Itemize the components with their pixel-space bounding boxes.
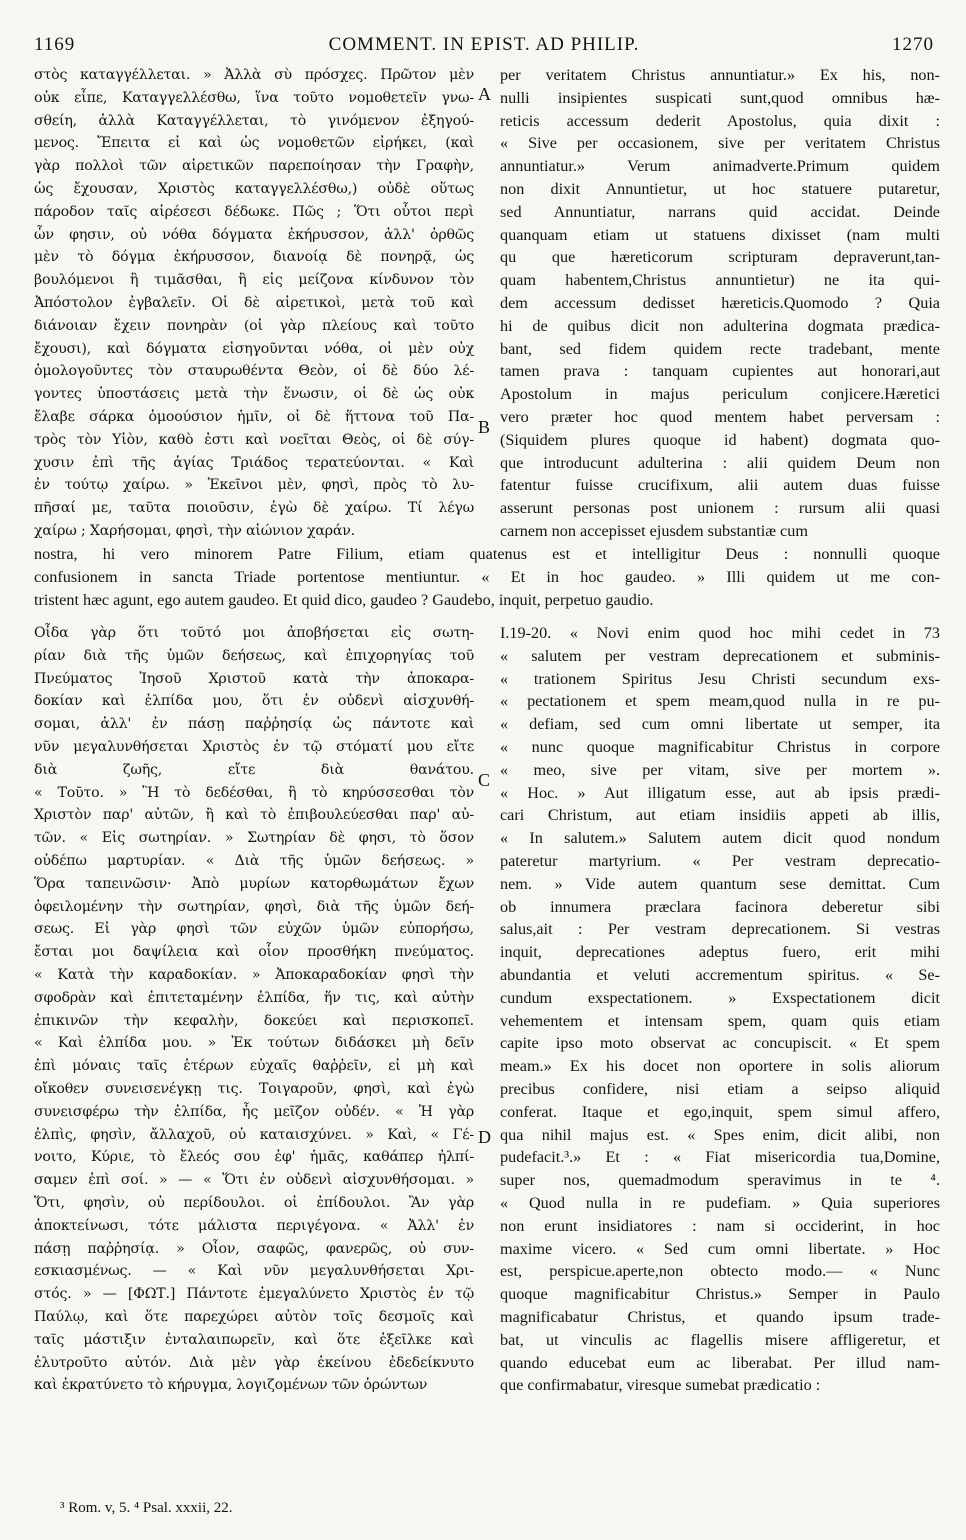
latin-text-line: vero præter hoc quod mentem habet perversam : <box>500 407 940 426</box>
latin-text-line: bant, sed fidem quidem recte tradebant, mente <box>500 339 940 358</box>
latin-text-line: fatentur fuisse crucifixum, alii autem duas fuisse <box>500 476 940 495</box>
greek-text-line: μὲν τὸ δόγμα ἐκήρυσσον, διανοίᾳ δὲ πονηρᾷ, ὡς <box>34 249 474 266</box>
latin-text-line: super nos, quemadmodum speravimus in te ⁴. <box>500 1171 940 1190</box>
greek-text-line: Ὅτι, φησὶν, οὐ περίδουλοι. οἱ ἐπίδουλοι. Ἂν γὰρ <box>34 1194 474 1211</box>
latin-text-line: quoque magnificabitur Christus.» Semper in Paulo <box>500 1285 940 1304</box>
footnote: ³ Rom. v, 5. ⁴ Psal. xxxii, 22. <box>60 1500 233 1516</box>
latin-text-line: « meo, sive per vitam, sive per mortem ». <box>500 760 940 779</box>
latin-text-line: sed Annuntiatur, narrans quid accidat. Deinde <box>500 202 940 221</box>
latin-text-line: vehementem et intensam spem, quam quis etiam <box>500 1011 940 1030</box>
page-number-left: 1169 <box>34 34 76 55</box>
greek-text-line: σομαι, ἀλλ' ἐν πάσῃ παῤῥησίᾳ ὡς πάντοτε καὶ <box>34 716 474 733</box>
section-marker-a: A <box>478 84 491 104</box>
greek-text-line: ὁμολογοῦντες τὸν σταυρωθέντα Θεὸν, οἱ δὲ δύο λέ- <box>34 363 474 380</box>
greek-text-line: οὐκ εἶπε, Καταγγελλέσθω, ἵνα τοῦτο νομοθετεῖν γνω- <box>34 89 474 106</box>
greek-text-line: ἐπὶ μόναις ταῖς ἑτέρων εὐχαῖς θαῤῥεῖν, εἰ μὴ καὶ <box>34 1058 474 1075</box>
running-title: COMMENT. IN EPIST. AD PHILIP. <box>328 34 640 55</box>
greek-text-line: « Τοῦτο. » Ἢ τὸ δεδέσθαι, ἢ τὸ κηρύσσεσθαι τὸν <box>34 784 474 801</box>
latin-text-line: carnem non accepisset ejusdem substantiæ cum <box>500 521 808 540</box>
greek-text-line: δοκίαν καὶ ἐλπίδα μου, ὅτι ἐν οὐδενὶ αἰσχυνθή- <box>34 693 474 710</box>
greek-column-top <box>34 64 474 543</box>
greek-text-line: σεως. Εἰ γὰρ φησὶ τῶν εὐχῶν ὑμῶν εὐπορήσω, <box>34 921 474 938</box>
greek-text-line: καὶ ἐκρατύνετο τὸ κήρυγμα, λογιζομένων τῶν ὁρώντων <box>34 1377 428 1394</box>
greek-text-line: γοντες ὑποστάσεις μετὰ τὴν ἕνωσιν, οἱ δὲ ὡς οὐκ <box>34 386 474 403</box>
latin-text-line: quanquam etiam ut statuens dixisset (nam multi <box>500 225 940 244</box>
greek-text-line: σφοδρὰν καὶ ἐπιτεταμένην ἐλπίδα, ἥν τις, καὶ αὐτὴν <box>34 989 474 1006</box>
latin-text-line: quando educebat eum ac liberabat. Per illud nam- <box>500 1353 940 1372</box>
greek-text-line: νῦν μεγαλυνθήσεται Χριστὸς ἐν τῷ στόματί μου εἴτε <box>34 738 474 755</box>
latin-text-line: « trationem Spiritus Jesu Christi secundum exs- <box>500 669 940 688</box>
greek-text-line: τῶν. « Εἰς σωτηρίαν. » Σωτηρίαν δὲ φησι, τὸ ὅσον <box>34 830 474 847</box>
greek-text-line: πάσῃ παῤῥησίᾳ. » Οἷον, σαφῶς, φανερῶς, οὐ συν- <box>34 1240 474 1257</box>
latin-text-line: reticis accessum dederit Apostolus, quia dixit : <box>500 111 940 130</box>
greek-text-line: ὡς ἔχουσαν, Χριστὸς καταγγελλέσθω,) οὐδὲ οὕτως <box>34 180 474 197</box>
full-width-latin-block <box>34 543 940 611</box>
latin-text-line: « Sive per occasionem, sive per veritatem Christus <box>500 134 940 153</box>
latin-text-line: pateretur martyrium. « Per vestram deprecatio- <box>500 851 940 870</box>
latin-text-line: « nunc quoque magnificabitur Christus in corpore <box>500 737 940 756</box>
greek-text-line: « Κατὰ τὴν καραδοκίαν. » Ἀποκαραδοκίαν φησὶ τὴν <box>34 966 474 983</box>
greek-text-line: ἐπικινῶν τὴν κεφαλὴν, δοκεύει καὶ περισκοπεῖ. <box>34 1012 474 1029</box>
latin-text-line: I.19-20. « Novi enim quod hoc mihi cedet in 73 <box>500 624 940 642</box>
greek-text-line: νοιτο, Κύριε, τὸ ἔλεός σου ἐφ' ἡμᾶς, καθάπερ ἠλπί- <box>34 1149 474 1166</box>
greek-text-line: στὸς καταγγέλλεται. » Ἀλλὰ σὺ πρόσχες. Πρῶτον μὲν <box>34 67 474 83</box>
latin-text-line: quam habentem,Christus annuntietur) ne ita qui- <box>500 271 940 290</box>
greek-text-line: διάνοιαν ἔχειν πονηρὰν (οἱ γὰρ πλείους καὶ τοῦτο <box>34 317 474 334</box>
latin-text-line: qua nihil majus est. « Spes enim, dicit alibi, non <box>500 1125 940 1144</box>
page-number-right: 1270 <box>892 34 934 55</box>
latin-text-line: pudefacit.³.» Et : « Fiat misericordia tua,Domine, <box>500 1148 940 1167</box>
full-width-text-line: confusionem in sancta Triade portentose mentiuntur. « Et in hoc gaudeo. » Illi quidem ut me con- <box>34 567 940 586</box>
full-width-text-line: nostra, hi vero minorem Patre Filium, etiam quatenus est et intelligitur Deus : nonnulli quoque <box>34 545 940 563</box>
full-width-text-line: tristent hæc agunt, ego autem gaudeo. Et quid dico, gaudeo ? Gaudebo, inquit, perpetuo gaudio. <box>34 590 654 609</box>
greek-text-line: σθείη, ἀλλὰ Καταγγέλλεται, τὸ γινόμενον ἐξηγού- <box>34 112 474 129</box>
latin-text-line: nem. » Vide autem quantum sese demittat. Cum <box>500 874 940 893</box>
latin-text-line: capite ipso moto observat ac concupiscit. « Et spem <box>500 1034 940 1053</box>
greek-text-line: ἐλπὶς, φησὶν, ἄλλαχοῦ, οὐ καταισχύνει. » Καὶ, « Γέ- <box>34 1126 474 1143</box>
latin-text-line: cundum exspectationem. » Exspectationem dicit <box>500 988 940 1007</box>
latin-text-line: non dixit Annuntietur, ut hoc statuere putaretur, <box>500 179 940 198</box>
latin-text-line: cari Christum, aut etiam insidiis appeti ab illis, <box>500 806 940 825</box>
greek-text-line: συνεισφέρω τὴν ἐλπίδα, ἧς μεῖζον οὐδέν. « Ἡ γὰρ <box>34 1103 474 1120</box>
greek-text-line: Ὅρα ταπεινῶσιν· Ἀπὸ μυρίων κατορθωμάτων ἔχων <box>34 875 474 892</box>
latin-text-line: que confirmabatur, viresque sumebat prædicatio : <box>500 1376 821 1395</box>
greek-text-line: πάροδον ταῖς αἱρέσεσι δέδωκε. Πῶς ; Ὅτι οὗτοι περὶ <box>34 203 474 220</box>
latin-column-top <box>500 64 940 543</box>
latin-text-line: est, perspicue.aperte,non obtecto modo.— « Nunc <box>500 1262 940 1281</box>
greek-text-line: διὰ ζωῆς, εἴτε διὰ θανάτου. <box>34 761 474 778</box>
greek-text-line: ὀφειλομένην τὴν σωτηρίαν, φησὶ, διὰ τῆς ὑμῶν δεή- <box>34 898 474 915</box>
latin-text-line: Apostolum in majus periculum conjicere.Hæretici <box>500 385 940 404</box>
greek-text-line: τρὸς τὸν Υἱὸν, καθὸ ἐστι καὶ νοεῖται Θεὸς, οἱ δὲ σύγ- <box>34 431 474 448</box>
greek-text-line: ἔλαβε σάρκα ὁμοούσιον ἡμῖν, οἱ δὲ ἥττονα τοῦ Πα- <box>34 408 474 425</box>
greek-text-line: χυσιν ἐπὶ τῆς ἁγίας Τριάδος τερατεύονται. « Καὶ <box>34 454 474 471</box>
latin-text-line: hi de quibus dicit non adulterina dogmata prædica- <box>500 316 940 335</box>
greek-text-line: μενος. Ἔπειτα εἰ καὶ ὡς νομοθετῶν εἰρήκει, (καὶ <box>34 135 474 152</box>
section-marker-c: C <box>478 770 491 790</box>
latin-text-line: nulli insipientes suspicati sunt,quod omnibus hæ- <box>500 88 940 107</box>
latin-text-line: annuntiatur.» Verum animadverte.Primum quidem <box>500 157 940 176</box>
greek-text-line: οἴκοθεν συνεισενέγκῃ τις. Τοιγαροῦν, φησὶ, καὶ ἐγὼ <box>34 1080 474 1097</box>
latin-text-line: « In salutem.» Salutem autem dicit quod nondum <box>500 829 940 848</box>
latin-text-line: qu que hæreticorum scripturam depraverunt,tan- <box>500 248 940 267</box>
latin-text-line: asserunt personas post unionem : rursum alii quasi <box>500 499 940 518</box>
greek-text-line: γὰρ πολλοὶ τῶν αἱρετικῶν παρεποίησαν τὴν Γραφὴν, <box>34 158 474 175</box>
latin-text-line: precibus confidere, nisi etiam a seipso aliquid <box>500 1079 940 1098</box>
latin-text-line: dem accessum dedisset hæreticis.Quomodo ? Quia <box>500 293 940 312</box>
greek-text-line: χαίρω ; Χαρήσομαι, φησὶ, τὴν αἰώνιον χαράν. <box>34 522 355 539</box>
greek-text-line: Ἀπόστολον ἐγβαλεῖν. Οἱ δὲ αἱρετικοὶ, μετὰ τοῦ καὶ <box>34 294 474 311</box>
greek-text-line: ἐλυτροῦτο αὐτόν. Διὰ μὲν γὰρ ἐκείνου ἐδεδείκνυτο <box>34 1354 474 1371</box>
latin-text-line: magnificabatur Christus, et quando ipsum trade- <box>500 1307 940 1326</box>
greek-column-bottom <box>34 622 474 1397</box>
latin-text-line: « salutem per vestram deprecationem et subminis- <box>500 646 940 665</box>
greek-text-line: οὐδέπω μαρτυρίαν. « Διὰ τῆς ὑμῶν δεήσεως. » <box>34 852 474 869</box>
latin-text-line: conferat. Itaque et ego,inquit, spem simul affero, <box>500 1102 940 1121</box>
greek-text-line: στός. » — [ΦΩΤ.] Πάντοτε ἐμεγαλύνετο Χριστὸς ἐν τῷ <box>34 1286 474 1303</box>
latin-text-line: « Hoc. » Aut illigatum esse, aut ab ipsis prædi- <box>500 783 940 802</box>
greek-text-line: βουλόμενοι ἢ τιμᾶσθαι, ἢ εἰς μείζονα κίνδυνον τὸν <box>34 272 474 289</box>
greek-text-line: σαμεν ἐπὶ σοί. » — « Ὅτι ἐν οὐδενὶ αἰσχυνθήσομαι. » <box>34 1172 474 1189</box>
running-header <box>34 30 934 60</box>
greek-text-line: Πνεύματος Ἰησοῦ Χριστοῦ κατὰ τὴν ἀποκαρα- <box>34 670 474 687</box>
greek-text-line: « Καὶ ἐλπίδα μου. » Ἐκ τούτων διδάσκει μὴ δεῖν <box>34 1035 474 1052</box>
greek-text-line: ἔσται μοι δαψίλεια καὶ οἷον προσθήκη πνεύματος. <box>34 944 474 961</box>
latin-text-line: ob innumera præclara facinora deberetur sibi <box>500 897 940 916</box>
greek-text-line: ἀποκτείνωσι, τότε μάλιστα περιγέγονα. « Ἀλλ' ἐν <box>34 1217 474 1234</box>
greek-text-line: ρίαν διὰ τῆς ὑμῶν δεήσεως, καὶ ἐπιχορηγίας τοῦ <box>34 647 474 664</box>
latin-text-line: (Siquidem plures quoque id habent) dogmata quo- <box>500 430 940 449</box>
latin-text-line: « pectationem et spem meam,quod nulla in re pu- <box>500 692 940 711</box>
greek-text-line: εσκιασμένως. — « Καὶ νῦν μεγαλυνθήσεται Χρι- <box>34 1263 474 1280</box>
latin-text-line: « defiam, sed cum omni libertate ut semper, ita <box>500 715 940 734</box>
greek-text-line: ὧν φησιν, οὐ νόθα δόγματα ἐκήρυσσον, ἀλλ' ὀρθῶς <box>34 226 474 243</box>
greek-text-line: ἔχουσι), καὶ δόγματα εἰσηγοῦνται νόθα, οἱ μὲν οὐχ <box>34 340 474 357</box>
latin-text-line: tamen prava : tanquam cupientes aut honorari,aut <box>500 362 940 381</box>
latin-text-line: bat, ut vinculis ac flagellis misere affligeretur, et <box>500 1330 940 1349</box>
greek-text-line: Παύλῳ, καὶ ὅτε παρεχώρει αὐτὸν τοῖς δεσμοῖς καὶ <box>34 1308 474 1325</box>
greek-text-line: ταῖς μάστιξιν ἐνταλαιπωρεῖν, καὶ ὅτε ἐξεῖλκε καὶ <box>34 1331 474 1348</box>
greek-text-line: πῆσαί με, ταῦτα ποιοῦσιν, ἐγὼ δὲ χαίρω. Τί λέγω <box>34 500 474 517</box>
latin-column-bottom <box>500 622 940 1397</box>
latin-text-line: non erunt insidiatores : nam si occiderint, in hoc <box>500 1216 940 1235</box>
latin-text-line: abundantia et veluti accrementum spiritus. « Se- <box>500 965 940 984</box>
greek-text-line: Οἶδα γὰρ ὅτι τοῦτό μοι ἀποβήσεται εἰς σωτη- <box>34 625 474 641</box>
latin-text-line: meam.» Ex his docet non oportere in solis aliorum <box>500 1057 940 1076</box>
latin-text-line: maxime vicero. « Sed cum omni libertate. » Hoc <box>500 1239 940 1258</box>
latin-text-line: inquit, deprecationes adeptus fuero, erit mihi <box>500 943 940 962</box>
latin-text-line: salus,ait : Per vestram deprecationem. Si vestras <box>500 920 940 939</box>
section-marker-b: B <box>478 417 491 437</box>
greek-text-line: ἐν τούτῳ χαίρω. » Ἐκεῖνοι μὲν, φησὶ, πρὸς τὸ λυ- <box>34 477 474 494</box>
section-marker-d: D <box>478 1127 491 1147</box>
greek-text-line: Χριστὸν παρ' αὐτῶν, ἢ καὶ τὸ ἐπιβουλεύεσθαι παρ' αὐ- <box>34 807 474 824</box>
latin-text-line: « Quod nulla in re pudefiam. » Quia superiores <box>500 1193 940 1212</box>
latin-text-line: per veritatem Christus annuntiatur.» Ex his, non- <box>500 66 940 84</box>
latin-text-line: que introducunt adulterina : alii quidem Deum non <box>500 453 940 472</box>
